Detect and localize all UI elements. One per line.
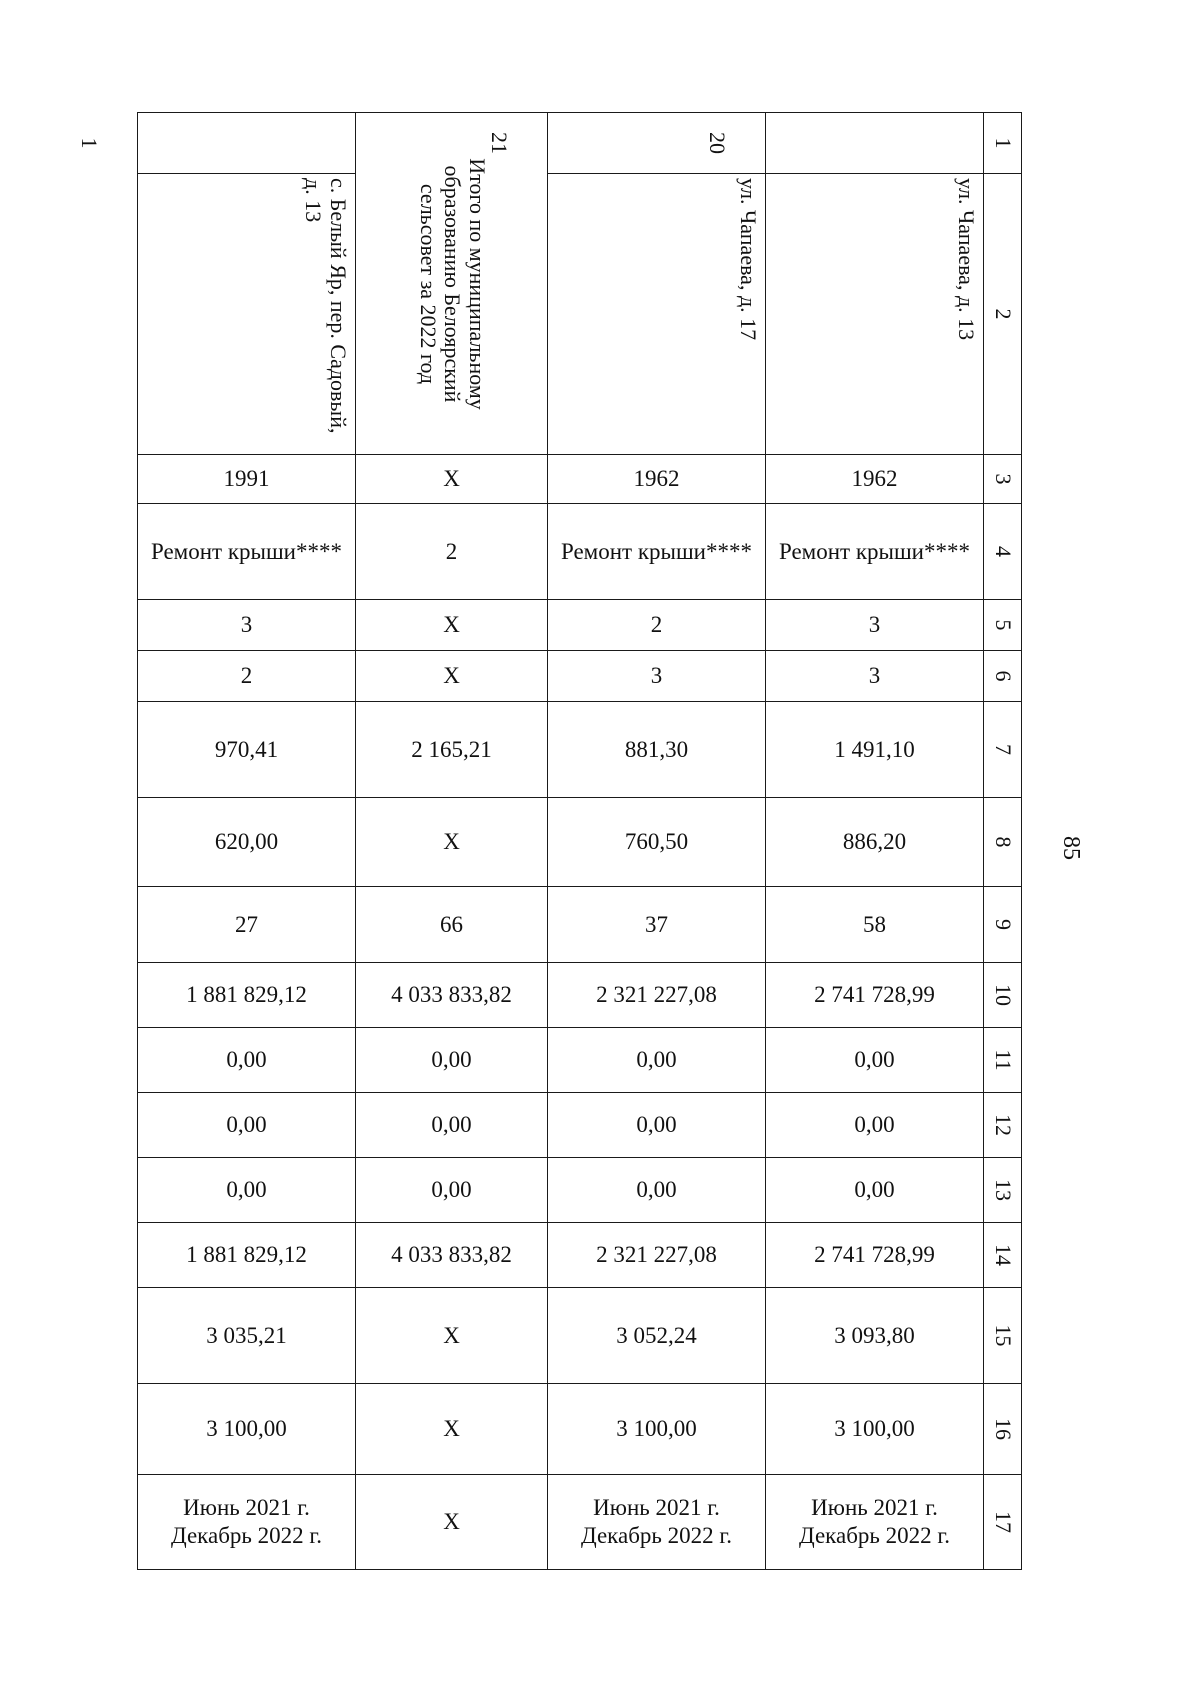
cell-value: 2 741 728,99 xyxy=(766,1223,984,1288)
total-label: Итого по муниципальному образованию Белоярский сельсовет за 2022 год xyxy=(415,157,490,410)
column-number: 6 xyxy=(984,651,1022,702)
cell-value: 1 491,10 xyxy=(766,702,984,798)
cell-value: 0,00 xyxy=(766,1158,984,1223)
column-number: 1 xyxy=(984,113,1022,174)
row-col-9 xyxy=(138,887,1022,963)
column-number: 12 xyxy=(984,1093,1022,1158)
cell-value: 0,00 xyxy=(548,1158,766,1223)
row-col-7 xyxy=(138,702,1022,798)
row-col-4 xyxy=(138,504,1022,600)
cell-value: Х xyxy=(356,600,548,651)
column-number: 4 xyxy=(984,504,1022,600)
repair-program-table xyxy=(77,112,1022,1570)
row-col-16 xyxy=(138,1384,1022,1475)
row-col-1 xyxy=(138,113,1022,174)
cell-value: Х xyxy=(356,651,548,702)
cell-value: 3 093,80 xyxy=(766,1288,984,1384)
cell-value: 3 xyxy=(766,651,984,702)
row-col-14 xyxy=(138,1223,1022,1288)
cell-value: 58 xyxy=(766,887,984,963)
row-col-17 xyxy=(138,1475,1022,1570)
cell-value: Х xyxy=(356,798,548,887)
cell-value: 27 xyxy=(138,887,356,963)
cell-value: 886,20 xyxy=(766,798,984,887)
cell-value: 4 033 833,82 xyxy=(356,1223,548,1288)
row-number: 20 xyxy=(705,132,731,154)
cell-value: 66 xyxy=(356,887,548,963)
cell-value: 2 321 227,08 xyxy=(548,1223,766,1288)
cell-dates xyxy=(548,1475,766,1570)
cell-value: 3 052,24 xyxy=(548,1288,766,1384)
column-number: 3 xyxy=(984,455,1022,504)
cell-value: 0,00 xyxy=(548,1093,766,1158)
row-number: 1 xyxy=(77,137,103,149)
address: ул. Чапаева, д. 13 xyxy=(954,178,979,341)
date-start: Июнь 2021 г. xyxy=(593,1495,720,1521)
cell-value: 0,00 xyxy=(766,1093,984,1158)
column-number: 11 xyxy=(984,1028,1022,1093)
cell-value: Ремонт крыши**** xyxy=(548,504,766,600)
cell-address xyxy=(548,174,766,455)
cell-dates xyxy=(138,1475,356,1570)
cell-value: 3 xyxy=(548,651,766,702)
column-number: 2 xyxy=(984,174,1022,455)
column-number: 14 xyxy=(984,1223,1022,1288)
cell-value: 1962 xyxy=(548,455,766,504)
date-start: Июнь 2021 г. xyxy=(811,1495,938,1521)
cell-value: 2 xyxy=(548,600,766,651)
date-end: Декабрь 2022 г. xyxy=(171,1523,322,1548)
cell-value: Х xyxy=(356,1475,548,1570)
row-col-12 xyxy=(138,1093,1022,1158)
cell-value: 3 100,00 xyxy=(548,1384,766,1475)
cell-value: 2 xyxy=(356,504,548,600)
cell-address xyxy=(766,174,984,455)
row-col-8 xyxy=(138,798,1022,887)
cell-value: 0,00 xyxy=(548,1028,766,1093)
cell-value: Х xyxy=(356,455,548,504)
cell-rownum xyxy=(77,113,356,174)
page-number: 85 xyxy=(1058,836,1084,860)
row-number: 21 xyxy=(487,132,513,154)
row-col-13 xyxy=(138,1158,1022,1223)
column-number: 5 xyxy=(984,600,1022,651)
cell-value: 1991 xyxy=(138,455,356,504)
column-number: 15 xyxy=(984,1288,1022,1384)
cell-value: 3 xyxy=(766,600,984,651)
cell-value: 970,41 xyxy=(138,702,356,798)
row-col-15 xyxy=(138,1288,1022,1384)
cell-value: 0,00 xyxy=(356,1028,548,1093)
row-col-11 xyxy=(138,1028,1022,1093)
row-col-3 xyxy=(138,455,1022,504)
cell-value: 3 035,21 xyxy=(138,1288,356,1384)
cell-value: 0,00 xyxy=(138,1158,356,1223)
cell-value: 881,30 xyxy=(548,702,766,798)
cell-value: Х xyxy=(356,1288,548,1384)
column-number: 8 xyxy=(984,798,1022,887)
date-end: Декабрь 2022 г. xyxy=(799,1523,950,1548)
column-number: 17 xyxy=(984,1475,1022,1570)
column-number: 13 xyxy=(984,1158,1022,1223)
cell-value: 2 165,21 xyxy=(356,702,548,798)
cell-value: 1 881 829,12 xyxy=(138,1223,356,1288)
column-number: 10 xyxy=(984,963,1022,1028)
column-number: 16 xyxy=(984,1384,1022,1475)
row-col-10 xyxy=(138,963,1022,1028)
cell-value: 3 xyxy=(138,600,356,651)
cell-dates xyxy=(766,1475,984,1570)
column-number: 7 xyxy=(984,702,1022,798)
cell-value: Ремонт крыши**** xyxy=(766,504,984,600)
cell-value: Х xyxy=(356,1384,548,1475)
cell-value: 0,00 xyxy=(356,1158,548,1223)
column-number: 9 xyxy=(984,887,1022,963)
cell-value: 620,00 xyxy=(138,798,356,887)
cell-value: 0,00 xyxy=(766,1028,984,1093)
cell-value: 3 100,00 xyxy=(138,1384,356,1475)
cell-value: Ремонт крыши**** xyxy=(138,504,356,600)
row-col-6 xyxy=(138,651,1022,702)
cell-value: 0,00 xyxy=(138,1028,356,1093)
cell-value: 4 033 833,82 xyxy=(356,963,548,1028)
cell-value: 1962 xyxy=(766,455,984,504)
cell-value: 0,00 xyxy=(356,1093,548,1158)
cell-value: 2 xyxy=(138,651,356,702)
cell-address xyxy=(138,174,356,455)
cell-value: 1 881 829,12 xyxy=(138,963,356,1028)
address: ул. Чапаева, д. 17 xyxy=(736,178,761,341)
row-col-5 xyxy=(138,600,1022,651)
date-start: Июнь 2021 г. xyxy=(183,1495,310,1521)
address: с. Белый Яр, пер. Садовый, д. 13 xyxy=(301,178,351,434)
cell-value: 0,00 xyxy=(138,1093,356,1158)
cell-value: 2 321 227,08 xyxy=(548,963,766,1028)
row-col-2 xyxy=(138,174,1022,455)
cell-value: 37 xyxy=(548,887,766,963)
cell-value: 760,50 xyxy=(548,798,766,887)
cell-value: 3 100,00 xyxy=(766,1384,984,1475)
cell-value: 2 741 728,99 xyxy=(766,963,984,1028)
date-end: Декабрь 2022 г. xyxy=(581,1523,732,1548)
cell-rownum xyxy=(705,113,984,174)
